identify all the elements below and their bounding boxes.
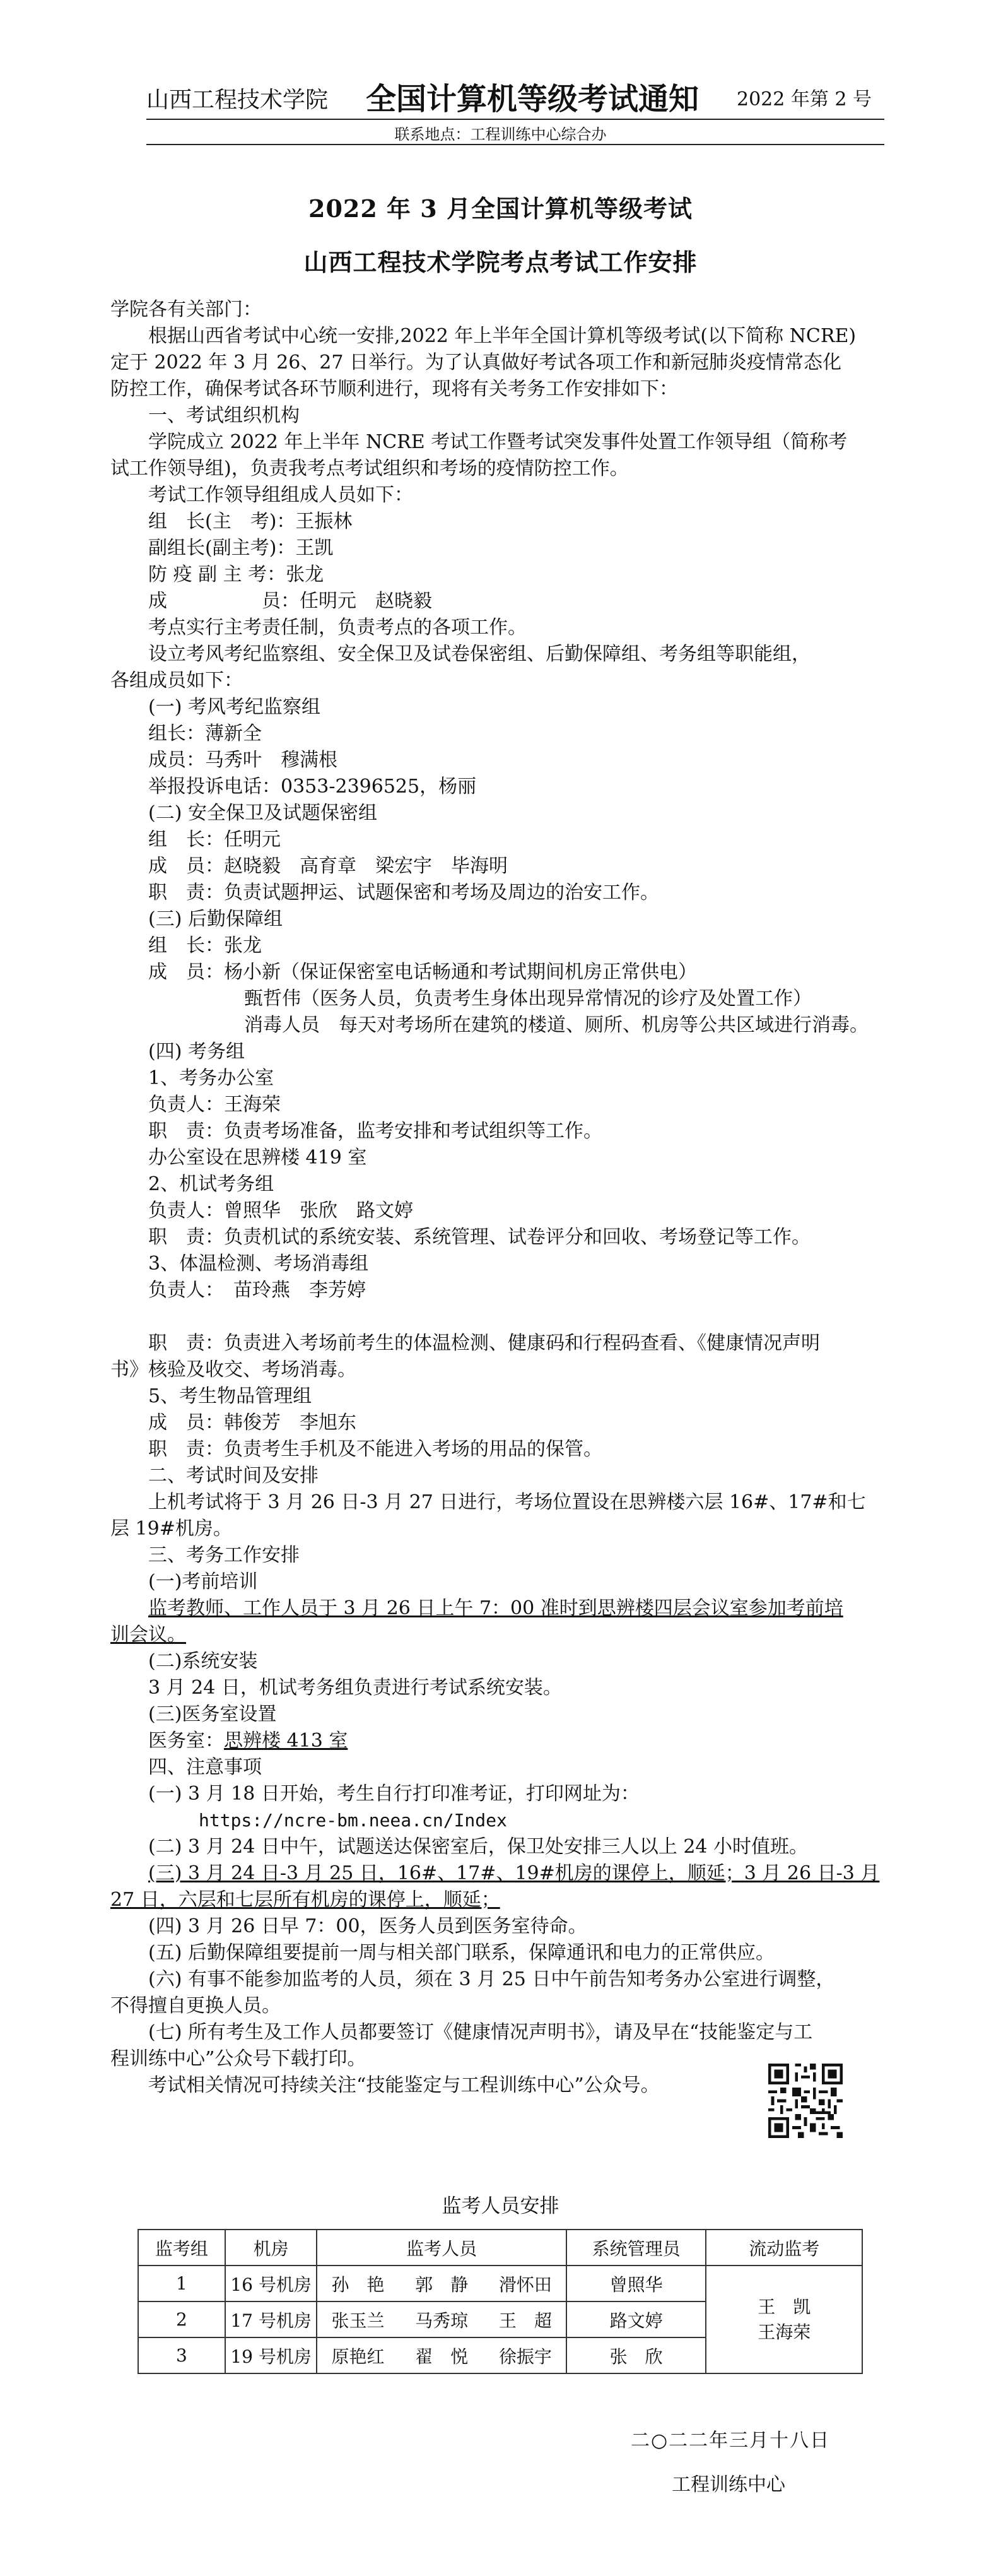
section1-text: 试工作领导组)，负责我考点考试组织和考场的疫情防控工作。 [110, 458, 629, 480]
notice-body [110, 297, 893, 2099]
note-item: (三) 3 月 24 日-3 月 25 日，16#、17#、19#机房的课停上，顺延；3 月 26 日-3 月 [148, 1862, 880, 1884]
group4-line: 3、体温检测、考场消毒组 [148, 1253, 369, 1275]
group2-heading: (二) 安全保卫及试题保密组 [148, 802, 377, 824]
invigilator-name: 马秀琼 [415, 2310, 469, 2331]
invigilator-name: 孙 艳 [331, 2274, 385, 2295]
group-cell: 3 [138, 2337, 225, 2373]
section-heading-4: 四、注意事项 [148, 1756, 262, 1778]
training-text: 训会议。 [110, 1624, 186, 1646]
group-cell: 1 [138, 2266, 225, 2301]
group4-heading: (四) 考务组 [148, 1041, 245, 1063]
group3-line: 甄哲伟（医务人员，负责考生身体出现异常情况的诊疗及处置工作） [244, 988, 812, 1010]
room-cell: 17 号机房 [225, 2301, 317, 2337]
salutation: 学院各有关部门： [110, 298, 262, 321]
invigilators-cell [317, 2301, 566, 2337]
group4-line: 负责人： 苗玲燕 李芳婷 [148, 1279, 366, 1301]
leader-intro: 考试工作领导组组成人员如下： [148, 484, 413, 506]
invigilators-cell [317, 2266, 566, 2301]
note-item: (一) 3 月 18 日开始，考生自行打印准考证，打印网址为： [148, 1783, 640, 1805]
note-item: 程训练中心”公众号下载打印。 [110, 2048, 366, 2070]
header-rule-top [146, 119, 884, 120]
responsibility-line: 考点实行主考责任制，负责考点的各项工作。 [148, 617, 527, 639]
group4-line: 1、考务办公室 [148, 1067, 274, 1089]
table-header-cell: 流动监考 [706, 2230, 862, 2266]
groups-intro: 各组成员如下： [110, 670, 243, 692]
group1-heading: (一) 考风考纪监察组 [148, 696, 320, 718]
table-row [138, 2266, 862, 2301]
table-header-row [138, 2230, 862, 2266]
install-text: 3 月 24 日，机试考务组负责进行考试系统安装。 [148, 1677, 562, 1699]
clinic-room: 思辨楼 413 室 [224, 1730, 348, 1752]
invigilator-name: 张玉兰 [331, 2310, 385, 2331]
admin-cell: 路文婷 [566, 2301, 706, 2337]
header-rule-bottom [146, 144, 884, 145]
note-item: (七) 所有考生及工作人员都要签订《健康情况声明书》，请及早在“技能鉴定与工 [148, 2021, 813, 2043]
admin-cell: 曾照华 [566, 2266, 706, 2301]
invigilator-name: 徐振宇 [498, 2346, 552, 2367]
group2-line: 成 员：赵晓毅 高育章 梁宏宇 毕海明 [148, 855, 508, 877]
room-cell: 19 号机房 [225, 2337, 317, 2373]
group4-line: 负责人：曾照华 张欣 路文婷 [148, 1200, 413, 1222]
section-heading-1: 一、考试组织机构 [148, 405, 300, 427]
group4-line: 2、机试考务组 [148, 1173, 274, 1195]
group4-line: 负责人：王海荣 [148, 1094, 281, 1116]
table-header-cell: 机房 [225, 2230, 317, 2266]
doc-title-line1: 2022 年 3 月全国计算机等级考试 [308, 194, 693, 223]
group1-line: 组长：薄新全 [148, 723, 262, 745]
section2-text: 层 19#机房。 [110, 1518, 232, 1540]
letterhead-issue: 2022 年第 2 号 [737, 88, 872, 110]
training-text: 监考教师、工作人员于 3 月 26 日上午 7：00 准时到思辨楼四层会议室参加考前培 [148, 1597, 843, 1619]
intro-line: 根据山西省考试中心统一安排,2022 年上半年全国计算机等级考试(以下简称 NCRE) [148, 325, 857, 347]
group4-line: 办公室设在思辨楼 419 室 [148, 1147, 367, 1169]
intro-line: 防控工作，确保考试各环节顺利进行，现将有关考务工作安排如下： [110, 378, 678, 400]
group4-duty: 职 责：负责进入考场前考生的体温检测、健康码和行程码查看、《健康情况声明 [148, 1332, 820, 1354]
floating-name: 王海荣 [758, 2321, 811, 2343]
invigilators-cell [317, 2337, 566, 2373]
table-header-cell: 系统管理员 [566, 2230, 706, 2266]
section1-text: 学院成立 2022 年上半年 NCRE 考试工作暨考试突发事件处置工作领导组（简称考 [148, 431, 848, 453]
groups-intro: 设立考风考纪监察组、安全保卫及试卷保密组、后勤保障组、考务组等职能组， [148, 643, 811, 665]
group4-line: 职 责：负责考场准备，监考安排和考试组织等工作。 [148, 1120, 602, 1142]
floating-invigilator-cell [706, 2266, 862, 2373]
leader-line: 防 疫 副 主 考：张龙 [148, 564, 324, 586]
signature: 工程训练中心 [672, 2474, 785, 2496]
letterhead-title: 全国计算机等级考试通知 [366, 81, 700, 117]
group4-line: 职 责：负责机试的系统安装、系统管理、试卷评分和回收、考场登记等工作。 [148, 1226, 811, 1248]
admin-cell: 张 欣 [566, 2337, 706, 2373]
group3-heading: (三) 后勤保障组 [148, 908, 283, 930]
section-heading-3: 三、考务工作安排 [148, 1544, 300, 1566]
letterhead [0, 74, 1001, 119]
clinic-line [110, 1728, 893, 1754]
group2-line: 组 长：任明元 [148, 829, 281, 851]
note-item: (二) 3 月 24 日中午，试题送达保密室后，保卫处安排三人以上 24 小时值班。 [148, 1836, 809, 1858]
invigilator-name: 原艳红 [331, 2346, 385, 2367]
subsection-heading: (一)考前培训 [148, 1571, 258, 1593]
invigilator-table [138, 2229, 863, 2374]
group3-line: 成 员：杨小新（保证保密室电话畅通和考试期间机房正常供电） [148, 961, 697, 983]
letterhead-org: 山西工程技术学院 [146, 87, 329, 113]
admission-ticket-link[interactable]: https://ncre-bm.neea.cn/Index [199, 1810, 507, 1831]
clinic-label: 医务室： [148, 1730, 224, 1752]
group3-line: 组 长：张龙 [148, 935, 262, 957]
note-item: 27 日，六层和七层所有机房的课停上，顺延； [110, 1889, 500, 1911]
subsection-heading: (三)医务室设置 [148, 1703, 277, 1725]
group4-line: 5、考生物品管理组 [148, 1385, 312, 1407]
group4-duty: 书》核验及收交、考场消毒。 [110, 1359, 356, 1381]
contact-line: 联系地点：工程训练中心综合办 [394, 126, 607, 143]
section2-text: 上机考试将于 3 月 26 日-3 月 27 日进行，考场位置设在思辨楼六层 16#、17#和七 [148, 1491, 866, 1513]
spacer [110, 1304, 893, 1330]
staff-table-title: 监考人员安排 [442, 2195, 559, 2218]
note-item: (六) 有事不能参加监考的人员，须在 3 月 25 日中午前告知考务办公室进行调整， [148, 1968, 835, 1990]
group4-line: 成 员：韩俊芳 李旭东 [148, 1412, 356, 1434]
group-cell: 2 [138, 2301, 225, 2337]
note-item: (四) 3 月 26 日早 7：00，医务人员到医务室待命。 [148, 1915, 587, 1937]
issue-date: 二○二二年三月十八日 [631, 2430, 831, 2452]
follow-line: 考试相关情况可持续关注“技能鉴定与工程训练中心”公众号。 [148, 2074, 660, 2096]
floating-name: 王 凯 [758, 2296, 811, 2317]
table-header-cell: 监考人员 [317, 2230, 566, 2266]
section-heading-2: 二、考试时间及安排 [148, 1465, 319, 1487]
note-item: (五) 后勤保障组要提前一周与相关部门联系，保障通讯和电力的正常供应。 [148, 1942, 775, 1964]
group2-line: 职 责：负责试题押运、试题保密和考场及周边的治安工作。 [148, 882, 659, 904]
complaint-phone: 举报投诉电话：0353-2396525，杨丽 [148, 776, 477, 798]
invigilator-name: 滑怀田 [498, 2274, 552, 2295]
intro-line: 定于 2022 年 3 月 26、27 日举行。为了认真做好考试各项工作和新冠肺炎疫情常态化 [110, 352, 841, 374]
leader-line: 组 长(主 考)：王振林 [148, 511, 353, 533]
room-cell: 16 号机房 [225, 2266, 317, 2301]
invigilator-name: 郭 静 [415, 2274, 469, 2295]
leader-line: 副组长(副主考)：王凯 [148, 537, 334, 559]
invigilator-name: 翟 悦 [415, 2346, 469, 2367]
group3-line: 消毒人员 每天对考场所在建筑的楼道、厕所、机房等公共区域进行消毒。 [244, 1014, 869, 1036]
qr-code-icon[interactable] [768, 2064, 843, 2138]
group4-line: 职 责：负责考生手机及不能进入考场的用品的保管。 [148, 1438, 602, 1460]
subsection-heading: (二)系统安装 [148, 1650, 258, 1672]
leader-line: 成 员：任明元 赵晓毅 [148, 590, 432, 612]
table-header-cell: 监考组 [138, 2230, 225, 2266]
doc-title-line2: 山西工程技术学院考点考试工作安排 [303, 248, 698, 276]
group1-line: 成员：马秀叶 穆满根 [148, 749, 337, 771]
invigilator-name: 王 超 [498, 2310, 552, 2331]
note-item: 不得擅自更换人员。 [110, 1995, 281, 2017]
